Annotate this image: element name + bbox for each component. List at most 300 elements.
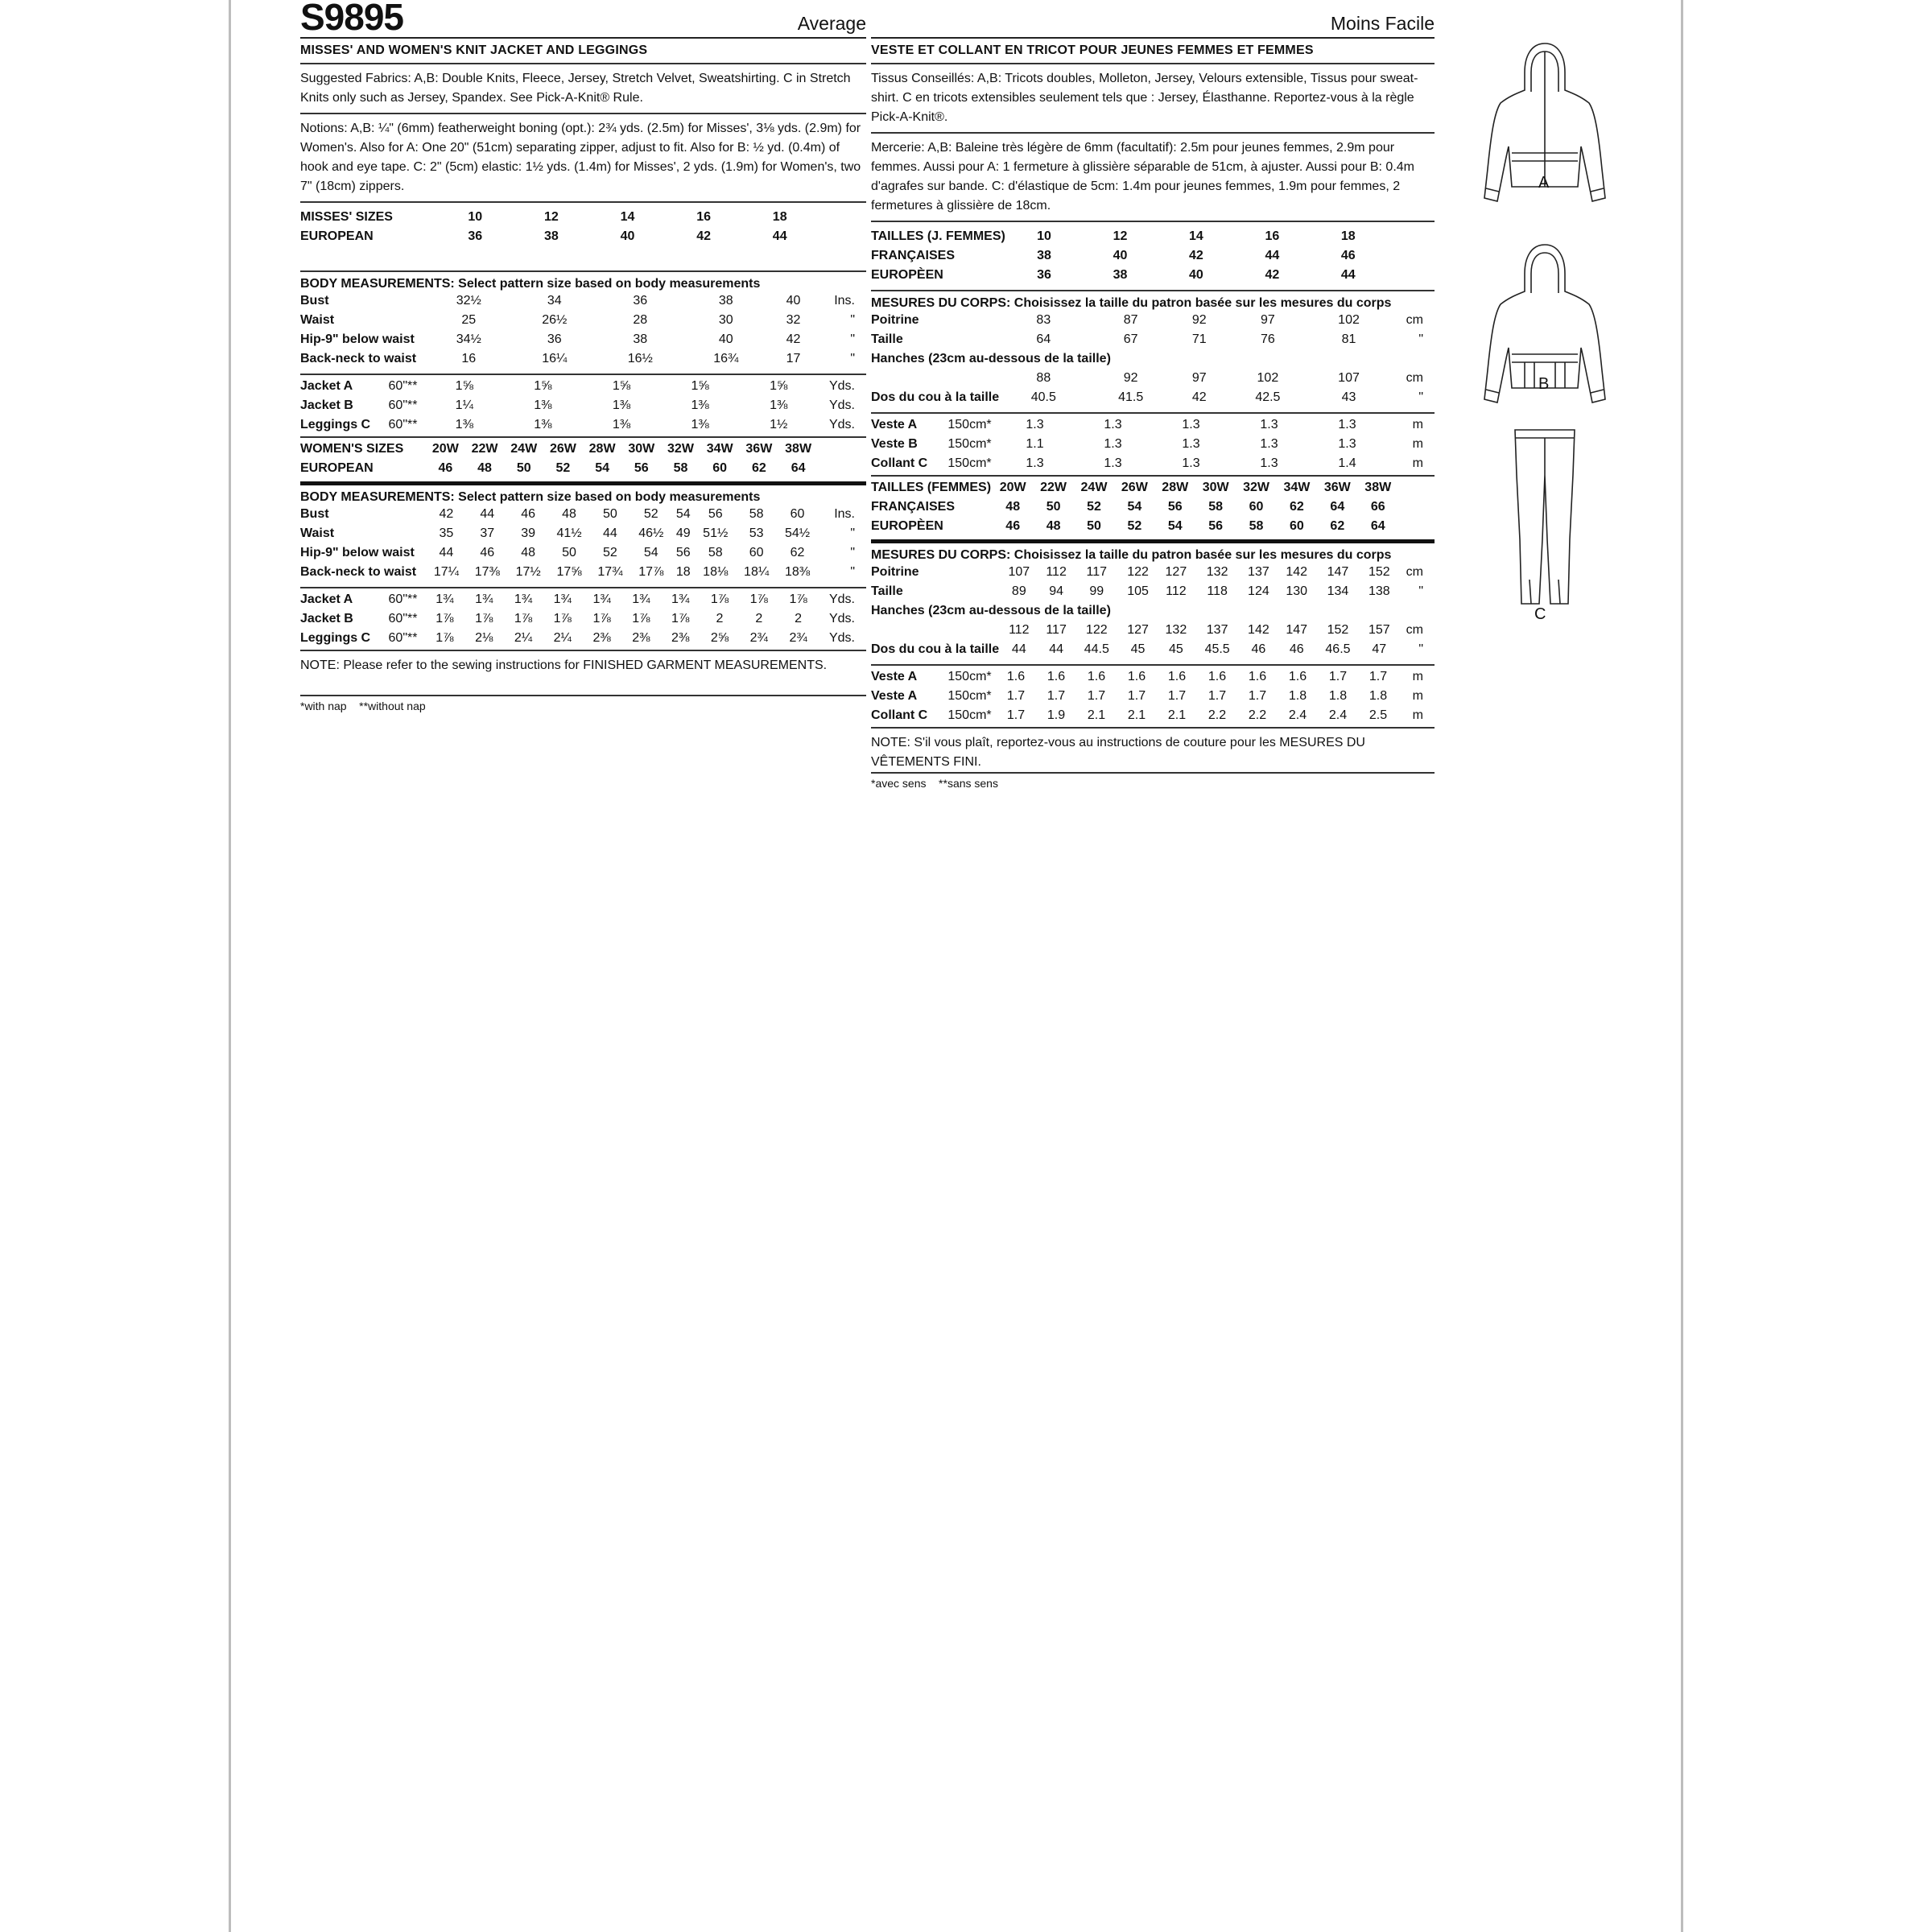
value-cell: 76 [1260, 332, 1275, 346]
value-cell: 44 [1049, 642, 1063, 656]
value-cell: 58 [1249, 519, 1264, 533]
unit-cell: m [1412, 437, 1423, 451]
value-cell: 1⅞ [592, 612, 611, 625]
value-cell: 71 [1191, 332, 1207, 346]
value-cell: 142 [1286, 565, 1308, 579]
value-cell: 44 [480, 507, 495, 521]
value-cell: 52 [643, 507, 658, 521]
value-cell: 1.6 [1167, 670, 1187, 683]
value-cell: 1.7 [1167, 689, 1187, 703]
row-label: Veste A [871, 670, 918, 683]
unit-cell: " [850, 332, 855, 346]
value-cell: 2.2 [1208, 708, 1227, 722]
value-cell: 41.5 [1118, 390, 1144, 404]
unit-cell: m [1412, 670, 1423, 683]
value-cell: 18⅛ [703, 565, 729, 579]
value-cell: 127 [1165, 565, 1187, 579]
left-misses-yardage-section [300, 375, 866, 438]
fabric-width: 150cm* [947, 418, 992, 431]
value-cell: 16½ [627, 352, 653, 365]
value-cell: 32 [786, 313, 801, 327]
value-cell: 124 [1248, 584, 1269, 598]
unit-cell: " [850, 313, 855, 327]
value-cell: 2⅛ [475, 631, 493, 645]
value-cell: 46 [438, 461, 453, 475]
value-cell: 1¾ [475, 592, 493, 606]
value-cell: 67 [1123, 332, 1138, 346]
row-label: Collant C [871, 456, 928, 470]
value-cell: 1.3 [1260, 456, 1278, 470]
value-cell: 52 [1087, 500, 1101, 514]
value-cell: 60 [1290, 519, 1304, 533]
value-cell: 2.1 [1127, 708, 1146, 722]
value-cell: 58 [1208, 500, 1224, 514]
misses-body-table [300, 291, 866, 369]
value-cell: 56 [675, 546, 691, 559]
mesures-caption: MESURES DU CORPS: Choisissez la taille du patron basée sur les mesures du corps [871, 296, 1392, 310]
value-cell: 46 [1005, 519, 1021, 533]
value-cell: 56 [1208, 519, 1224, 533]
size-cell: 38 [543, 229, 559, 243]
value-cell: 1⅜ [534, 398, 552, 412]
value-cell: 39 [521, 526, 536, 540]
table-row [871, 435, 1435, 454]
unit-cell: " [1418, 390, 1423, 404]
value-cell: 1.6 [1006, 670, 1026, 683]
value-cell: 92 [1191, 313, 1207, 327]
value-cell: 46 [1251, 642, 1266, 656]
value-cell: 1.7 [1006, 708, 1026, 722]
value-cell: 18 [1340, 229, 1356, 243]
pattern-title: MISSES' AND WOMEN'S KNIT JACKET AND LEGGINGS [300, 43, 648, 57]
value-cell: 45 [1130, 642, 1146, 656]
row-label: Jacket B [300, 398, 353, 412]
table-row [300, 415, 866, 435]
note: NOTE: Please refer to the sewing instructions for FINISHED GARMENT MEASUREMENTS. [300, 658, 828, 672]
tissus-conseilles: Tissus Conseillés: A,B: Tricots doubles, Molleton, Jersey, Velours extensible, Tissus pour sweat-shirt. C en tricots extensibles seulement tels que : Jersey, Élasthanne. Reportez-vous à la règle Pick-A-Knit®. [871, 72, 1418, 124]
table-row [871, 706, 1435, 725]
value-cell: 56 [1167, 500, 1183, 514]
value-cell: 1⅞ [553, 612, 572, 625]
value-cell: 1¾ [671, 592, 690, 606]
right-title-section [871, 39, 1435, 64]
value-cell: 48 [1046, 519, 1061, 533]
value-cell: 1.6 [1208, 670, 1227, 683]
value-cell: 42 [439, 507, 454, 521]
mesures-femmes-table [871, 563, 1435, 659]
value-cell: 1¼ [455, 398, 473, 412]
value-cell: 37 [480, 526, 495, 540]
unit-cell: Yds. [828, 418, 855, 431]
size-cell: 10 [468, 210, 483, 224]
value-cell: 88 [1036, 371, 1051, 385]
unit-cell [1398, 497, 1435, 517]
value-cell: 60 [1249, 500, 1264, 514]
difficulty-level: Average [797, 13, 866, 34]
size-cell: 40 [620, 229, 635, 243]
right-womens-body-section [871, 543, 1435, 666]
value-cell: 58 [749, 507, 764, 521]
value-cell: 38W [785, 442, 812, 456]
mercerie: Mercerie: A,B: Baleine très légère de 6mm (facultatif): 2.5m pour jeunes femmes, 2.9m pour femmes. Aussi pour A: 1 fermeture à glissière séparable de 51cm, à ajuster. Aussi pour B: 0.4m d'agrafes sur bande. C: d'élastique de 5cm: 1.4m pour jeunes femmes, 1.9m pour femmes, 2 fermetures à glissière de 18cm. [871, 141, 1414, 213]
value-cell: 1.3 [1104, 437, 1122, 451]
unit-cell: Yds. [828, 398, 855, 412]
row-label: Jacket B [300, 612, 353, 625]
value-cell: 26W [1121, 481, 1148, 494]
right-misses-yardage-section [871, 414, 1435, 477]
fabric-width: 150cm* [947, 670, 992, 683]
value-cell: 1.6 [1046, 670, 1066, 683]
misses-sizes-table [300, 208, 866, 266]
unit-cell: " [850, 352, 855, 365]
value-cell: 2.4 [1328, 708, 1348, 722]
value-cell: 30W [1202, 481, 1229, 494]
value-cell: 36W [745, 442, 773, 456]
value-cell: 1⅜ [691, 398, 709, 412]
value-cell: 42 [1191, 390, 1207, 404]
value-cell: 1.8 [1328, 689, 1348, 703]
row-label [871, 621, 999, 640]
tailles-jeunes-femmes-table [871, 227, 1435, 285]
value-cell: 46.5 [1325, 642, 1351, 656]
value-cell: 40.5 [1030, 390, 1056, 404]
table-row [871, 369, 1435, 388]
right-header [871, 0, 1435, 39]
view-label-c: C [1534, 605, 1546, 623]
table-row [871, 454, 1435, 473]
value-cell: 17⅜ [474, 565, 500, 579]
value-cell: 14 [1189, 229, 1203, 243]
value-cell: 1⅜ [455, 418, 473, 431]
value-cell: 56 [708, 507, 723, 521]
value-cell: 17⅝ [556, 565, 582, 579]
value-cell: 42 [786, 332, 801, 346]
value-cell: 1⅝ [534, 379, 552, 393]
fabric-width: 150cm* [947, 689, 992, 703]
value-cell: 22W [471, 442, 498, 456]
notions: Notions: A,B: ¼" (6mm) featherweight boning (opt.): 2¾ yds. (2.5m) for Misses', 3⅛ yds. (2.9m) for Women's. Also for A: One 20" (51cm) separating zipper, adjust to fit. Also for B: ½ yd. (0.4m) of hook and eye tape. C: 2" (5cm) elastic: 1½ yds. (1.4m) for Misses', 2 yds. (1.9m) for Women's, two 7" (18cm) zippers. [300, 122, 861, 193]
value-cell: 1⅜ [612, 418, 631, 431]
row-label: Hip-9" below waist [300, 546, 415, 559]
value-cell: 1.7 [1127, 689, 1146, 703]
value-cell: 18 [675, 565, 691, 579]
value-cell: 60 [712, 461, 728, 475]
table-row [871, 621, 1435, 640]
table-row [871, 601, 1435, 621]
value-cell: 40 [786, 294, 801, 308]
value-cell: 26W [549, 442, 576, 456]
value-cell: 1⅜ [691, 418, 709, 431]
value-cell: 64 [791, 461, 806, 475]
value-cell: 17 [786, 352, 801, 365]
metrage-femmes-table [871, 667, 1435, 725]
value-cell: 1.3 [1260, 418, 1278, 431]
womens-body-table [300, 505, 866, 582]
unit-cell [818, 440, 866, 459]
unit-cell: " [850, 526, 855, 540]
value-cell: 46 [480, 546, 495, 559]
value-cell: 130 [1286, 584, 1308, 598]
right-notions-section [871, 134, 1435, 222]
row-label: WOMEN'S SIZES [300, 442, 404, 456]
left-misses-sizes-section [300, 203, 866, 272]
unit-cell: cm [1406, 313, 1423, 327]
value-cell: 1⅞ [514, 612, 533, 625]
table-row [871, 582, 1435, 601]
value-cell: 48 [477, 461, 492, 475]
value-cell: 51½ [703, 526, 729, 540]
value-cell: 10 [1037, 229, 1051, 243]
value-cell: 54 [595, 461, 609, 475]
row-label: Collant C [871, 708, 928, 722]
value-cell: 89 [1011, 584, 1026, 598]
value-cell: 36 [1037, 268, 1051, 282]
value-cell: 1.3 [1104, 418, 1122, 431]
table-row [300, 291, 866, 311]
row-label: Dos du cou à la taille [871, 642, 1000, 656]
value-cell: 1.3 [1026, 456, 1044, 470]
value-cell: 97 [1260, 313, 1275, 327]
value-cell: 1.7 [1087, 689, 1106, 703]
value-cell: 35 [439, 526, 454, 540]
value-cell: 81 [1341, 332, 1356, 346]
value-cell: 26½ [542, 313, 568, 327]
table-row [300, 440, 866, 459]
value-cell: 52 [603, 546, 617, 559]
left-title-section [300, 39, 866, 64]
row-label: EUROPEAN [300, 461, 374, 475]
value-cell: 1⅜ [612, 398, 631, 412]
value-cell: 2⅜ [632, 631, 650, 645]
table-row [871, 415, 1435, 435]
value-cell: 102 [1257, 371, 1279, 385]
size-cell: 36 [468, 229, 483, 243]
misses-yardage-table [300, 377, 866, 435]
value-cell: 62 [751, 461, 766, 475]
value-cell: 2.1 [1087, 708, 1106, 722]
metrage-jeunes-femmes-table [871, 415, 1435, 473]
value-cell: 99 [1089, 584, 1104, 598]
value-cell: 134 [1327, 584, 1349, 598]
value-cell: 2.1 [1167, 708, 1187, 722]
fabric-width: 150cm* [947, 708, 992, 722]
value-cell: 32W [667, 442, 694, 456]
value-cell: 2⅜ [671, 631, 690, 645]
value-cell: 2.4 [1288, 708, 1307, 722]
value-cell: 38 [1113, 268, 1128, 282]
row-label: Leggings C [300, 631, 371, 645]
value-cell: 1.3 [1338, 418, 1356, 431]
value-cell: 16¼ [542, 352, 568, 365]
row-label: Bust [300, 507, 329, 521]
unit-cell: " [1418, 332, 1423, 346]
table-row [300, 590, 866, 609]
value-cell: 16 [461, 352, 477, 365]
value-cell: 1.7 [1046, 689, 1066, 703]
unit-cell: " [1418, 642, 1423, 656]
english-column [300, 0, 866, 712]
value-cell: 46 [1340, 249, 1356, 262]
value-cell: 38 [633, 332, 648, 346]
value-cell: 2¼ [553, 631, 572, 645]
mesures-jeunes-femmes-table [871, 311, 1435, 407]
row-label: Poitrine [871, 313, 919, 327]
value-cell: 30 [718, 313, 733, 327]
table-row [871, 497, 1435, 517]
value-cell: 1.6 [1288, 670, 1307, 683]
value-cell: 1⅞ [710, 592, 729, 606]
value-cell: 2⅜ [592, 631, 611, 645]
unit-cell: Yds. [828, 592, 855, 606]
value-cell: 50 [603, 507, 617, 521]
suggested-fabrics: Suggested Fabrics: A,B: Double Knits, Fleece, Jersey, Stretch Velvet, Sweatshirting. C in Stretch Knits only such as Jersey, Spandex. See Pick-A-Knit® Rule. [300, 72, 851, 105]
row-label: Hanches (23cm au-dessous de la taille) [871, 604, 1111, 617]
misses-sizes-label: MISSES' SIZES [300, 210, 393, 224]
table-row [300, 505, 866, 524]
value-cell: 28W [1162, 481, 1189, 494]
table-row [300, 563, 866, 582]
value-cell: 49 [675, 526, 691, 540]
value-cell: 56 [634, 461, 649, 475]
leggings-c-icon [1509, 427, 1581, 612]
row-label: Back-neck to waist [300, 352, 417, 365]
womens-yardage-table [300, 590, 866, 648]
value-cell: 1⅞ [475, 612, 493, 625]
value-cell: 20W [999, 481, 1026, 494]
value-cell: 117 [1086, 565, 1108, 579]
value-cell: 44 [1265, 249, 1280, 262]
value-cell: 40 [1189, 268, 1203, 282]
unit-cell [1386, 266, 1435, 285]
value-cell: 24W [510, 442, 538, 456]
value-cell: 1.8 [1368, 689, 1388, 703]
right-misses-sizes-section [871, 222, 1435, 291]
value-cell: 25 [461, 313, 477, 327]
value-cell: 42.5 [1255, 390, 1281, 404]
right-fabrics-section [871, 64, 1435, 134]
view-label-b: B [1538, 375, 1550, 393]
table-row [300, 524, 866, 543]
value-cell: 38 [1037, 249, 1051, 262]
value-cell: 1.6 [1087, 670, 1106, 683]
value-cell: 47 [1372, 642, 1387, 656]
value-cell: 17¼ [433, 565, 459, 579]
footnote-fr: *avec sens **sans sens [871, 777, 998, 790]
value-cell: 2⅝ [710, 631, 729, 645]
row-label: Bust [300, 294, 329, 308]
value-cell: 1.7 [1248, 689, 1267, 703]
value-cell: 127 [1127, 623, 1149, 637]
value-cell: 22W [1040, 481, 1067, 494]
womens-sizes-table [300, 440, 866, 478]
value-cell: 45 [1168, 642, 1183, 656]
value-cell: 34 [547, 294, 562, 308]
pattern-title-fr: VESTE ET COLLANT EN TRICOT POUR JEUNES FEMMES ET FEMMES [871, 43, 1314, 57]
value-cell: 64 [1330, 500, 1345, 514]
value-cell: 122 [1127, 565, 1149, 579]
table-row [871, 330, 1435, 349]
value-cell: 1⅜ [534, 418, 552, 431]
value-cell: 44 [1011, 642, 1026, 656]
value-cell: 112 [1009, 623, 1030, 637]
value-cell: 1.6 [1248, 670, 1267, 683]
value-cell: 94 [1049, 584, 1063, 598]
value-cell: 17⅞ [638, 565, 664, 579]
value-cell: 1.3 [1182, 456, 1200, 470]
value-cell: 44 [1340, 268, 1356, 282]
value-cell: 1.6 [1127, 670, 1146, 683]
value-cell: 54 [1127, 500, 1142, 514]
table-row [300, 543, 866, 563]
table-row [871, 517, 1435, 536]
value-cell: 1.8 [1288, 689, 1307, 703]
table-row [871, 266, 1435, 285]
left-womens-sizes-section [300, 438, 866, 485]
left-notions-section [300, 114, 866, 203]
size-cell: 16 [696, 210, 711, 224]
value-cell: 132 [1165, 623, 1187, 637]
left-womens-yardage-section [300, 588, 866, 651]
value-cell: 1⅞ [436, 631, 454, 645]
fabric-width: 60"** [388, 612, 418, 625]
value-cell: 52 [555, 461, 571, 475]
row-label: FRANÇAISES [871, 500, 956, 514]
value-cell: 1⅞ [789, 592, 807, 606]
value-cell: 97 [1191, 371, 1207, 385]
value-cell: 28 [633, 313, 648, 327]
row-label: Jacket A [300, 592, 353, 606]
value-cell: 2 [755, 612, 763, 625]
value-cell: 53 [749, 526, 764, 540]
pattern-number: S9895 [300, 0, 404, 38]
unit-cell [1398, 517, 1435, 536]
body-measurements-caption: BODY MEASUREMENTS: Select pattern size based on body measurements [300, 490, 761, 504]
value-cell: 32W [1243, 481, 1269, 494]
table-row [871, 667, 1435, 687]
unit-cell: " [1418, 584, 1423, 598]
table-row [300, 311, 866, 330]
table-row [871, 349, 1435, 369]
unit-cell: cm [1406, 565, 1423, 579]
value-cell: 2¾ [789, 631, 807, 645]
value-cell: 1¾ [632, 592, 650, 606]
body-measurements-caption: BODY MEASUREMENTS: Select pattern size based on body measurements [300, 277, 761, 291]
european-label: EUROPEAN [300, 229, 374, 243]
value-cell: 2.5 [1368, 708, 1388, 722]
row-label: Jacket A [300, 379, 353, 393]
left-misses-body-section [300, 272, 866, 375]
value-cell: 38 [718, 294, 733, 308]
size-cell: 18 [772, 210, 787, 224]
value-cell: 52 [1127, 519, 1142, 533]
value-cell: 30W [628, 442, 655, 456]
value-cell: 117 [1046, 623, 1067, 637]
unit-cell: cm [1406, 371, 1423, 385]
value-cell: 112 [1166, 584, 1187, 598]
value-cell: 66 [1370, 500, 1385, 514]
value-cell: 24W [1080, 481, 1108, 494]
row-label: EUROPÈEN [871, 268, 943, 282]
value-cell: 34W [1283, 481, 1311, 494]
value-cell: 1¾ [553, 592, 572, 606]
row-label: Veste A [871, 689, 918, 703]
fabric-width: 60"** [388, 398, 418, 412]
value-cell: 36 [633, 294, 648, 308]
value-cell: 1½ [770, 418, 788, 431]
value-cell: 112 [1046, 565, 1067, 579]
value-cell: 1⅞ [436, 612, 454, 625]
left-womens-body-section [300, 485, 866, 588]
